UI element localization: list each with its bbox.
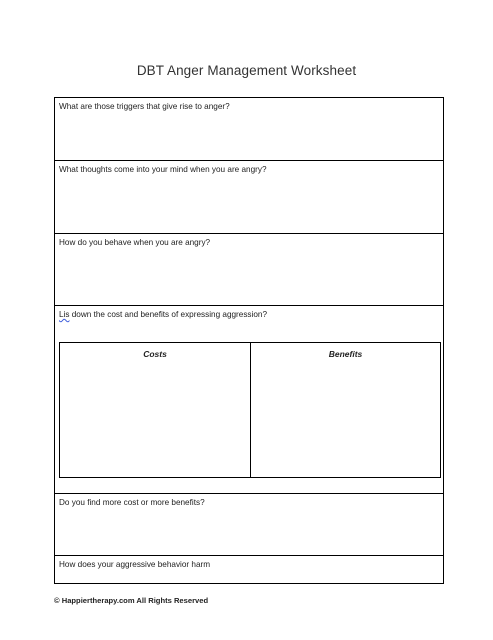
section-triggers[interactable] (55, 98, 443, 161)
worksheet (54, 97, 444, 584)
section-cost-or-benefit[interactable] (55, 494, 443, 556)
section-cost-benefits (55, 306, 443, 494)
section-thoughts[interactable] (55, 161, 443, 234)
question-cost-benefits (59, 310, 267, 319)
page-title: DBT Anger Management Worksheet (136, 63, 357, 78)
benefits-header: Benefits (328, 349, 363, 359)
benefits-column[interactable] (251, 343, 440, 477)
question-harm: How does your aggressive behavior harm (59, 560, 211, 569)
question-cost-benefits-rest: down the cost and benefits of expressing aggression? (69, 310, 268, 319)
costs-header: Costs (143, 349, 167, 359)
question-cost-or-benefit: Do you find more cost or more benefits? (59, 498, 205, 507)
question-triggers: What are those triggers that give rise to anger? (59, 102, 230, 111)
question-behavior: How do you behave when you are angry? (59, 238, 211, 247)
footer-copyright: © Happiertherapy.com All Rights Reserved (54, 596, 209, 605)
section-harm[interactable] (55, 556, 443, 583)
question-cost-benefits-prefix: Lis (59, 310, 70, 319)
costs-column[interactable] (60, 343, 251, 477)
cost-benefit-table (59, 342, 441, 478)
question-thoughts: What thoughts come into your mind when you are angry? (59, 165, 267, 174)
section-behavior[interactable] (55, 234, 443, 306)
